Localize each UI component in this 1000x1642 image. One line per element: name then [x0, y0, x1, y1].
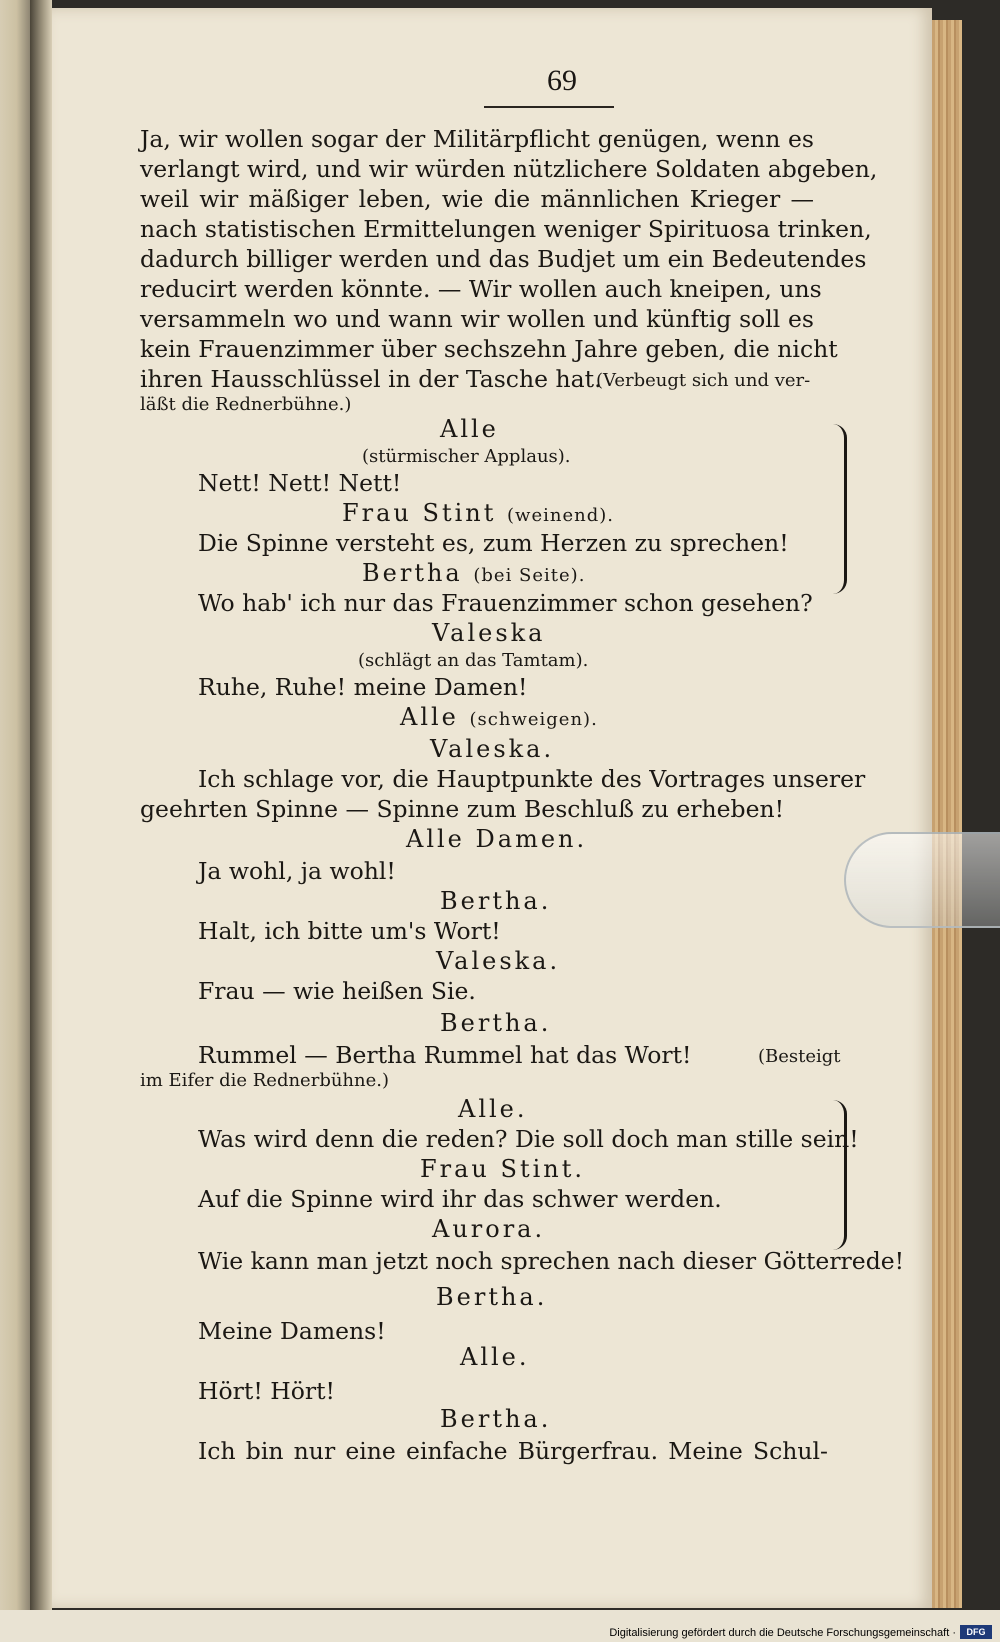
speaker-bertha-2: Bertha. — [440, 887, 552, 915]
line-meine-damens: Meine Damens! — [198, 1317, 386, 1345]
speaker-bertha-3: Bertha. — [440, 1009, 552, 1037]
speaker-bertha-4: Bertha. — [436, 1283, 548, 1311]
text-line-7: versammeln wo und wann wir wollen und künftig soll es — [140, 305, 814, 333]
speaker-alle-damen: Alle Damen. — [406, 825, 588, 853]
speaker-valeska-2: Valeska. — [430, 735, 555, 763]
speaker-alle-2-name: Alle — [400, 703, 459, 731]
line-auf-die-spinne: Auf die Spinne wird ihr das schwer werden. — [198, 1185, 722, 1213]
line-geehrten-spinne: geehrten Spinne — Spinne zum Beschluß zu erheben! — [140, 795, 785, 823]
line-buergerfrau: Ich bin nur eine einfache Bürgerfrau. Meine Schul- — [198, 1437, 828, 1465]
speaker-valeska-3: Valeska. — [436, 947, 561, 975]
text-line-9-main: ihren Hausschlüssel in der Tasche hat. — [140, 365, 602, 393]
stage-direction-bei-seite: (bei Seite). — [473, 565, 586, 586]
line-nett: Nett! Nett! Nett! — [198, 469, 402, 497]
text-line-2: verlangt wird, und wir würden nützlichere Soldaten abgeben, — [140, 155, 878, 183]
stage-direction-applause: (stürmischer Applaus). — [362, 446, 571, 467]
stage-direction-schweigen: (schweigen). — [469, 709, 598, 730]
footer-credit: Digitalisierung gefördert durch die Deutsche Forschungsgemeinschaft · — [609, 1627, 956, 1639]
text-line-8: kein Frauenzimmer über sechszehn Jahre geben, die nicht — [140, 335, 838, 363]
speaker-alle-4: Alle. — [460, 1343, 530, 1371]
line-halt: Halt, ich bitte um's Wort! — [198, 917, 501, 945]
line-was-wird: Was wird denn die reden? Die soll doch man stille sein! — [198, 1125, 859, 1153]
speaker-alle-1: Alle — [440, 415, 499, 443]
line-schlage-vor: Ich schlage vor, die Hauptpunkte des Vortrages unserer — [198, 765, 866, 793]
text-line-5: dadurch billiger werden und das Budjet um ein Bedeutendes — [140, 245, 867, 273]
line-spinne: Die Spinne versteht es, zum Herzen zu sprechen! — [198, 529, 789, 557]
speaker-aurora: Aurora. — [432, 1215, 546, 1243]
page-block-edge — [932, 20, 962, 1608]
stage-direction-tamtam: (schlägt an das Tamtam). — [358, 650, 589, 671]
dfg-logo: DFG — [960, 1625, 992, 1639]
stage-direction-weinend: (weinend). — [507, 505, 614, 526]
page-number: 69 — [547, 64, 577, 97]
speaker-frau-stint-2: Frau Stint. — [420, 1155, 586, 1183]
speaker-frau-stint-1 — [342, 498, 614, 531]
speaker-frau-stint-1-name: Frau Stint — [342, 499, 497, 527]
stage-direction-eifer: im Eifer die Rednerbühne.) — [140, 1070, 390, 1091]
line-rummel-text: Rummel — Bertha Rummel hat das Wort! — [198, 1041, 692, 1069]
text-line-10: läßt die Rednerbühne.) — [140, 394, 352, 415]
paperclip — [844, 832, 1000, 928]
speaker-bertha-5: Bertha. — [440, 1405, 552, 1433]
line-hoert: Hört! Hört! — [198, 1377, 335, 1405]
line-frauenzimmer: Wo hab' ich nur das Frauenzimmer schon gesehen? — [198, 589, 813, 617]
brace-1 — [830, 424, 847, 594]
line-ja-wohl: Ja wohl, ja wohl! — [198, 857, 396, 885]
speaker-bertha-1 — [362, 558, 585, 591]
line-wie-kann-man: Wie kann man jetzt noch sprechen nach dieser Götterrede! — [198, 1247, 905, 1275]
speaker-valeska-1: Valeska — [432, 619, 546, 647]
stage-direction-bows: (Verbeugt sich und ver- — [596, 370, 811, 391]
speaker-alle-3: Alle. — [458, 1095, 528, 1123]
text-line-4: nach statistischen Ermittelungen weniger Spirituosa trinken, — [140, 215, 872, 243]
stage-direction-besteigt: (Besteigt — [758, 1046, 841, 1067]
brace-2 — [830, 1100, 847, 1250]
line-ruhe: Ruhe, Ruhe! meine Damen! — [198, 673, 528, 701]
speaker-alle-2 — [400, 702, 598, 735]
text-line-6: reducirt werden könnte. — Wir wollen auch kneipen, uns — [140, 275, 822, 303]
text-line-1: Ja, wir wollen sogar der Militärpflicht genügen, wenn es — [140, 125, 814, 153]
line-frau-wie-heissen: Frau — wie heißen Sie. — [198, 977, 476, 1005]
left-page-edge — [0, 0, 30, 1642]
book-gutter — [30, 0, 52, 1642]
page-number-rule — [484, 106, 614, 108]
text-line-3: weil wir mäßiger leben, wie die männlichen Krieger — — [140, 185, 814, 213]
speaker-bertha-1-name: Bertha — [362, 559, 463, 587]
